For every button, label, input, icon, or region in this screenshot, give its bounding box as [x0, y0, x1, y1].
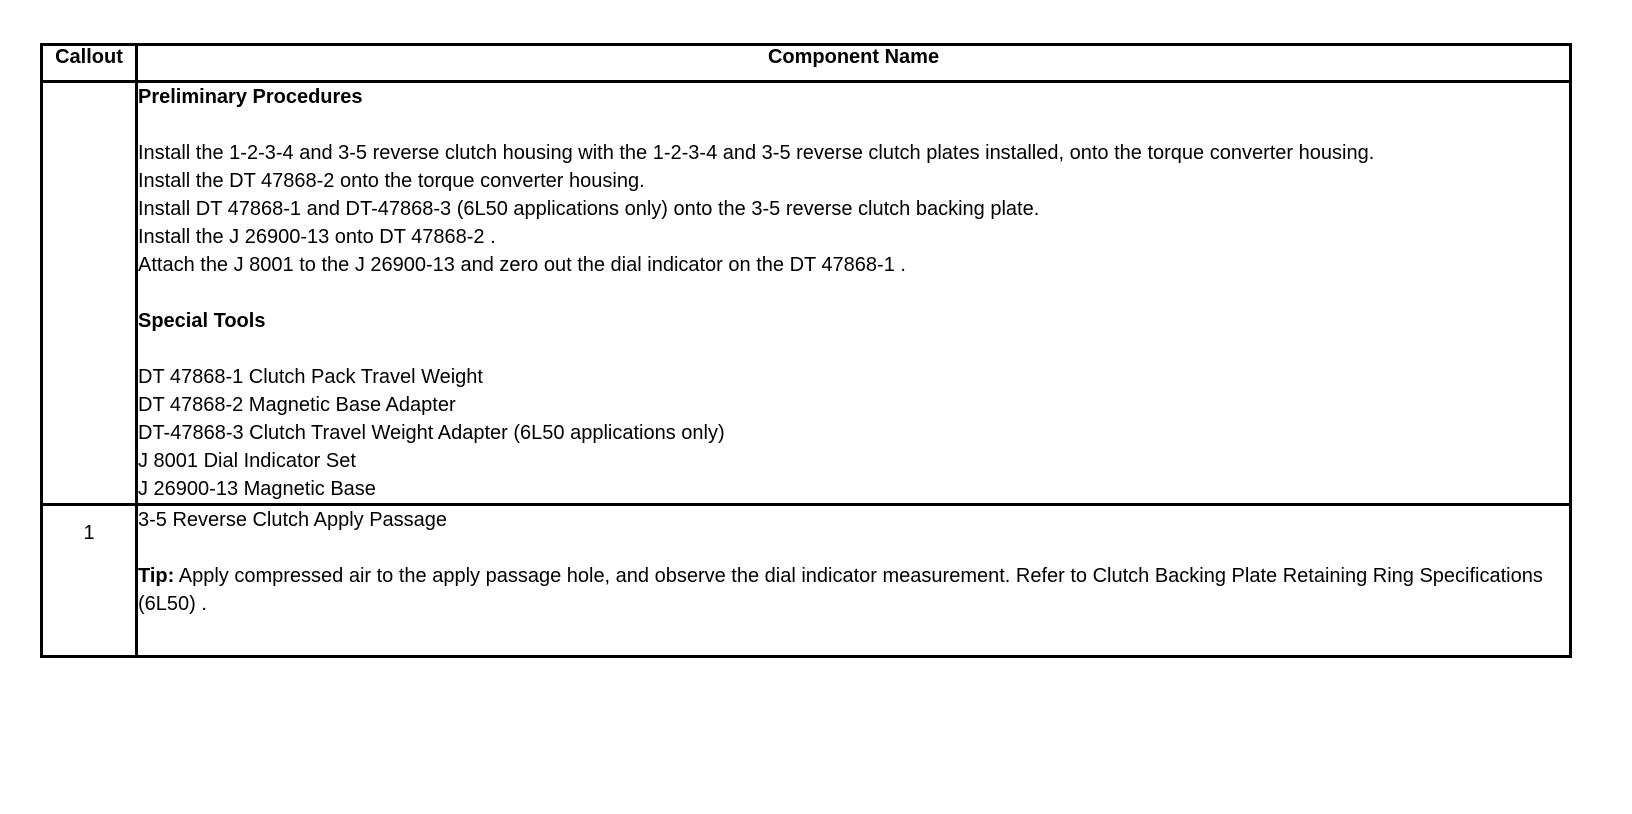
special-tool-item: DT 47868-1 Clutch Pack Travel Weight — [138, 366, 483, 388]
step-content-cell — [137, 505, 1571, 657]
table-header-row — [42, 45, 1571, 82]
special-tool-item: J 8001 Dial Indicator Set — [138, 450, 356, 472]
preliminary-row — [42, 82, 1571, 505]
step-tip — [138, 562, 1569, 618]
callout-column-header: Callout — [42, 45, 137, 82]
tip-label: Tip: — [138, 565, 175, 587]
preliminary-content-cell — [137, 82, 1571, 505]
preliminary-step: Install the J 26900-13 onto DT 47868-2 . — [138, 226, 496, 248]
tip-text: Apply compressed air to the apply passage hole, and observe the dial indicator measurement. Refer to Clutch Backing Plate Retaining Ring Specifications (6L50) . — [138, 565, 1543, 615]
callout-number: 1 — [83, 522, 95, 544]
procedure-table — [40, 43, 1572, 658]
step-title: 3-5 Reverse Clutch Apply Passage — [138, 509, 448, 531]
step-callout-cell — [42, 505, 137, 657]
preliminary-step: Install DT 47868-1 and DT-47868-3 (6L50 applications only) onto the 3-5 reverse clutch backing plate. — [138, 198, 1040, 220]
special-tool-item: DT 47868-2 Magnetic Base Adapter — [138, 394, 456, 416]
preliminary-procedures-heading: Preliminary Procedures — [138, 86, 363, 108]
component-name-column-header: Component Name — [137, 45, 1571, 82]
special-tools-list — [138, 363, 1569, 503]
preliminary-callout-cell — [42, 82, 137, 505]
preliminary-step: Attach the J 8001 to the J 26900-13 and zero out the dial indicator on the DT 47868-1 . — [138, 254, 906, 276]
preliminary-step: Install the DT 47868-2 onto the torque converter housing. — [138, 170, 645, 192]
preliminary-steps-list — [138, 139, 1569, 279]
special-tool-item: DT-47868-3 Clutch Travel Weight Adapter (6L50 applications only) — [138, 422, 725, 444]
preliminary-step: Install the 1-2-3-4 and 3-5 reverse clutch housing with the 1-2-3-4 and 3-5 reverse clutch plates installed, onto the torque converter housing. — [138, 142, 1375, 164]
step-row — [42, 505, 1571, 657]
special-tools-heading: Special Tools — [138, 310, 266, 332]
special-tool-item: J 26900-13 Magnetic Base — [138, 478, 376, 500]
